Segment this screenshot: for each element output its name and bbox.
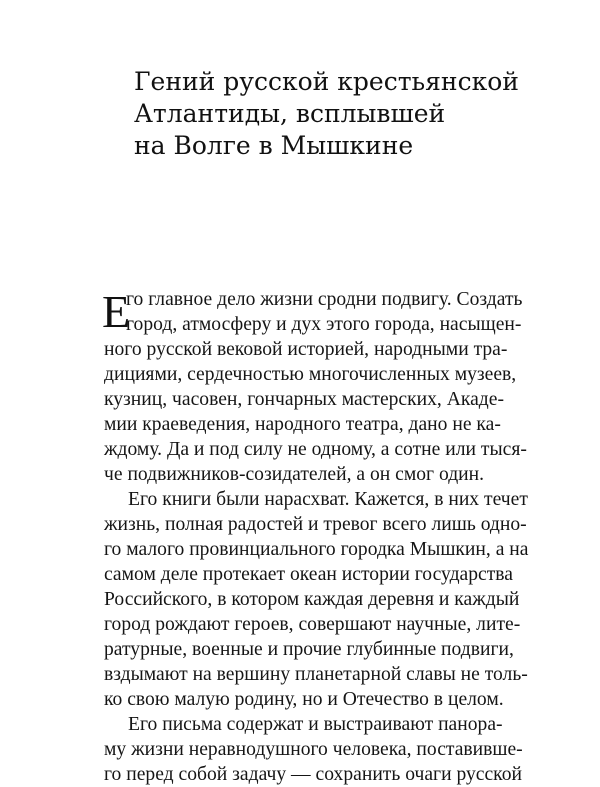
chapter-title-line: Гений русской крестьянской xyxy=(134,67,519,96)
text-line: ратурные, военные и прочие глубинные подвиги, xyxy=(104,639,514,660)
text-line: ко свою малую родину, но и Отечество в целом. xyxy=(104,689,504,710)
text-line: го перед собой задачу — сохранить очаги русской xyxy=(104,764,522,785)
text-line: кузниц, часовен, гончарных мастерских, Акаде- xyxy=(104,389,504,410)
text-line: Российского, в котором каждая деревня и каждый xyxy=(104,589,520,610)
text-line: че подвижников-созидателей, а он смог один. xyxy=(104,464,485,485)
text-line: Его письма содержат и выстраивают панора- xyxy=(128,714,503,735)
chapter-title-line: на Волге в Мышкине xyxy=(134,131,414,160)
text-line: город, атмосферу и дух этого города, насыщен- xyxy=(126,314,522,335)
text-line: мии краеведения, народного театра, дано не ка- xyxy=(104,414,501,435)
text-line: го главное дело жизни сродни подвигу. Создать xyxy=(126,289,523,310)
text-line: город рождают героев, совершают научные, лите- xyxy=(104,614,521,635)
text-line: дициями, сердечностью многочисленных музеев, xyxy=(104,364,517,385)
text-line: вздымают на вершину планетарной славы не толь- xyxy=(104,664,528,685)
chapter-title-line: Атлантиды, всплывшей xyxy=(134,99,446,128)
body-text xyxy=(102,286,529,787)
chapter-title xyxy=(134,66,554,162)
paragraph-2 xyxy=(104,487,529,712)
text-line: го малого провинциального городка Мышкин, а на xyxy=(104,539,529,560)
text-line: жизнь, полная радостей и тревог всего лишь одно- xyxy=(104,514,527,535)
text-line: му жизни неравнодушного человека, поставивше- xyxy=(104,739,523,760)
text-line: ждому. Да и под силу не одному, а сотне или тыся- xyxy=(104,439,527,460)
text-line: ного русской вековой историей, народными тра- xyxy=(104,339,508,360)
paragraph-1 xyxy=(102,286,527,487)
text-line: Его книги были нарасхват. Кажется, в них течет xyxy=(128,489,528,510)
text-line: самом деле протекает океан истории государства xyxy=(104,564,513,585)
drop-cap: Е xyxy=(102,286,131,337)
